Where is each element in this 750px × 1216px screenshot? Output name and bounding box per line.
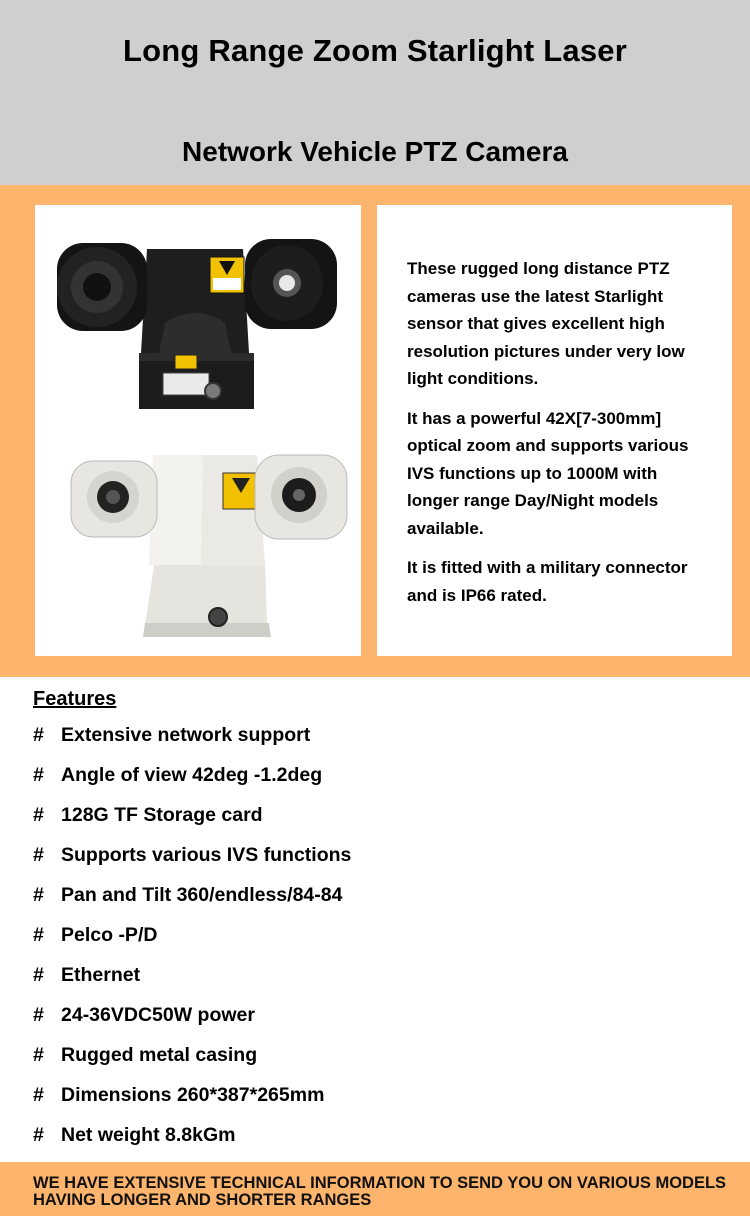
feature-item <box>33 1125 351 1165</box>
page-title-line2: Network Vehicle PTZ Camera <box>182 136 568 167</box>
feature-text: Pelco -P/D <box>61 924 158 946</box>
features-heading: Features <box>33 688 117 710</box>
description-panel <box>377 205 732 656</box>
bullet-hash: # <box>33 844 44 866</box>
feature-text: 128G TF Storage card <box>61 804 263 826</box>
feature-text: Net weight 8.8kGm <box>61 1124 236 1146</box>
feature-text: Extensive network support <box>61 724 311 746</box>
white-ptz-camera-photo <box>71 455 347 637</box>
description-paragraph: It is fitted with a military connector and is IP66 rated. <box>407 558 688 605</box>
feature-item <box>33 925 351 965</box>
footer-banner <box>0 1162 750 1216</box>
page-title-line1: Long Range Zoom Starlight Laser <box>123 33 627 68</box>
feature-text: Ethernet <box>61 964 141 986</box>
bullet-hash: # <box>33 804 44 826</box>
bullet-hash: # <box>33 1004 44 1026</box>
features-list <box>33 725 351 1165</box>
bullet-hash: # <box>33 964 44 986</box>
black-ptz-camera-photo <box>57 239 337 409</box>
features-section <box>0 677 750 1162</box>
bullet-hash: # <box>33 764 44 786</box>
feature-text: Dimensions 260*387*265mm <box>61 1084 325 1106</box>
camera-photos <box>35 205 361 656</box>
feature-text: 24-36VDC50W power <box>61 1004 255 1026</box>
description-paragraph: These rugged long distance PTZ cameras use the latest Starlight sensor that gives excellent high resolution pictures under very low light conditions. <box>407 259 685 388</box>
feature-item <box>33 885 351 925</box>
bullet-hash: # <box>33 1044 44 1066</box>
product-description <box>407 255 712 621</box>
feature-item <box>33 765 351 805</box>
header-banner <box>0 0 750 185</box>
feature-item <box>33 1085 351 1125</box>
feature-text: Rugged metal casing <box>61 1044 258 1066</box>
feature-item <box>33 965 351 1005</box>
bullet-hash: # <box>33 1084 44 1106</box>
feature-item <box>33 845 351 885</box>
feature-item <box>33 805 351 845</box>
feature-text: Pan and Tilt 360/endless/84-84 <box>61 884 343 906</box>
feature-text: Angle of view 42deg -1.2deg <box>61 764 323 786</box>
bullet-hash: # <box>33 884 44 906</box>
bullet-hash: # <box>33 924 44 946</box>
product-image-panel <box>35 205 361 656</box>
feature-item <box>33 1045 351 1085</box>
feature-item <box>33 725 351 765</box>
description-paragraph: It has a powerful 42X[7-300mm] optical zoom and supports various IVS functions up to 1000M with longer range Day/Night models available. <box>407 408 689 538</box>
bullet-hash: # <box>33 724 44 746</box>
footer-notice: WE HAVE EXTENSIVE TECHNICAL INFORMATION TO SEND YOU ON VARIOUS MODELS HAVING LONGER AND SHORTER RANGES <box>33 1174 727 1209</box>
feature-item <box>33 1005 351 1045</box>
feature-text: Supports various IVS functions <box>61 844 352 866</box>
bullet-hash: # <box>33 1124 44 1146</box>
